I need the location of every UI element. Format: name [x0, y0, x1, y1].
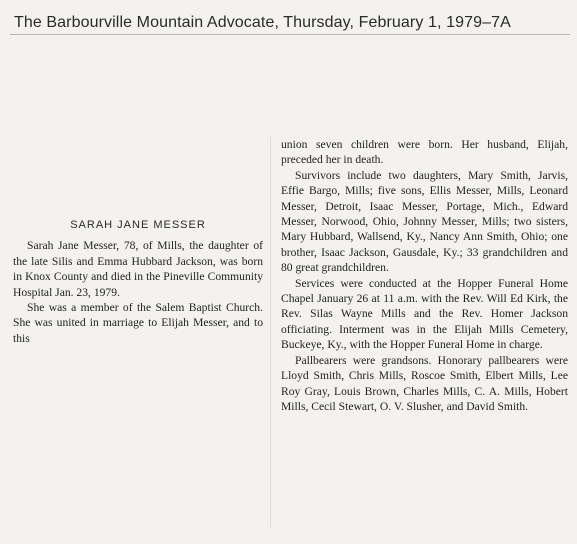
obituary-left-column: [13, 218, 263, 346]
pallbearers-paragraph: Pallbearers were grandsons. Honorary pallbearers were Lloyd Smith, Chris Mills, Roscoe Smith, Elbert Mills, Lee Roy Gray, Louis Brown, Charles Mills, C. A. Mills, Hobert Mills, Cecil Stewart, O. V. Slusher, and David Smith.: [281, 353, 568, 413]
obituary-headline: SARAH JANE MESSER: [70, 219, 206, 231]
column-gutter: [270, 137, 271, 527]
masthead-rule: [10, 34, 570, 35]
obituary-right-column: [281, 137, 568, 414]
survivors-paragraph: Survivors include two daughters, Mary Smith, Jarvis, Effie Bargo, Mills; five sons, Ellis Messer, Mills, Leonard Messer, Detroit, Isaac Messer, Portage, Mich., Edward Messer, Norwood, Ohio, Johnny Messer, Mills; two sisters, Mary Hubbard, Wallsend, Ky., Nancy Ann Smith, Ohio; one brother, Isaac Jackson, Gausdale, Ky.; 33 grandchildren and 80 great grandchildren.: [281, 168, 568, 275]
obituary-paragraph-2: She was a member of the Salem Baptist Church. She was united in marriage to Elijah Messer, and to this: [13, 301, 263, 345]
services-paragraph: Services were conducted at the Hopper Funeral Home Chapel January 26 at 11 a.m. with the Rev. Will Ed Kirk, the Rev. Silas Wayne Mills and the Rev. Homer Jackson officiating. Interment was in the Elijah Mills Cemetery, Buckeye, Ky., with the Hopper Funeral Home in charge.: [281, 276, 568, 352]
obituary-paragraph-1: Sarah Jane Messer, 78, of Mills, the daughter of the late Silis and Emma Hubbard Jackson, was born in Knox County and died in the Pineville Community Hospital Jan. 23, 1979.: [13, 239, 263, 299]
masthead-title: The Barbourville Mountain Advocate, Thursday, February 1, 1979–7A: [14, 14, 511, 31]
obituary-paragraph-3: union seven children were born. Her husband, Elijah, preceded her in death.: [281, 138, 568, 167]
